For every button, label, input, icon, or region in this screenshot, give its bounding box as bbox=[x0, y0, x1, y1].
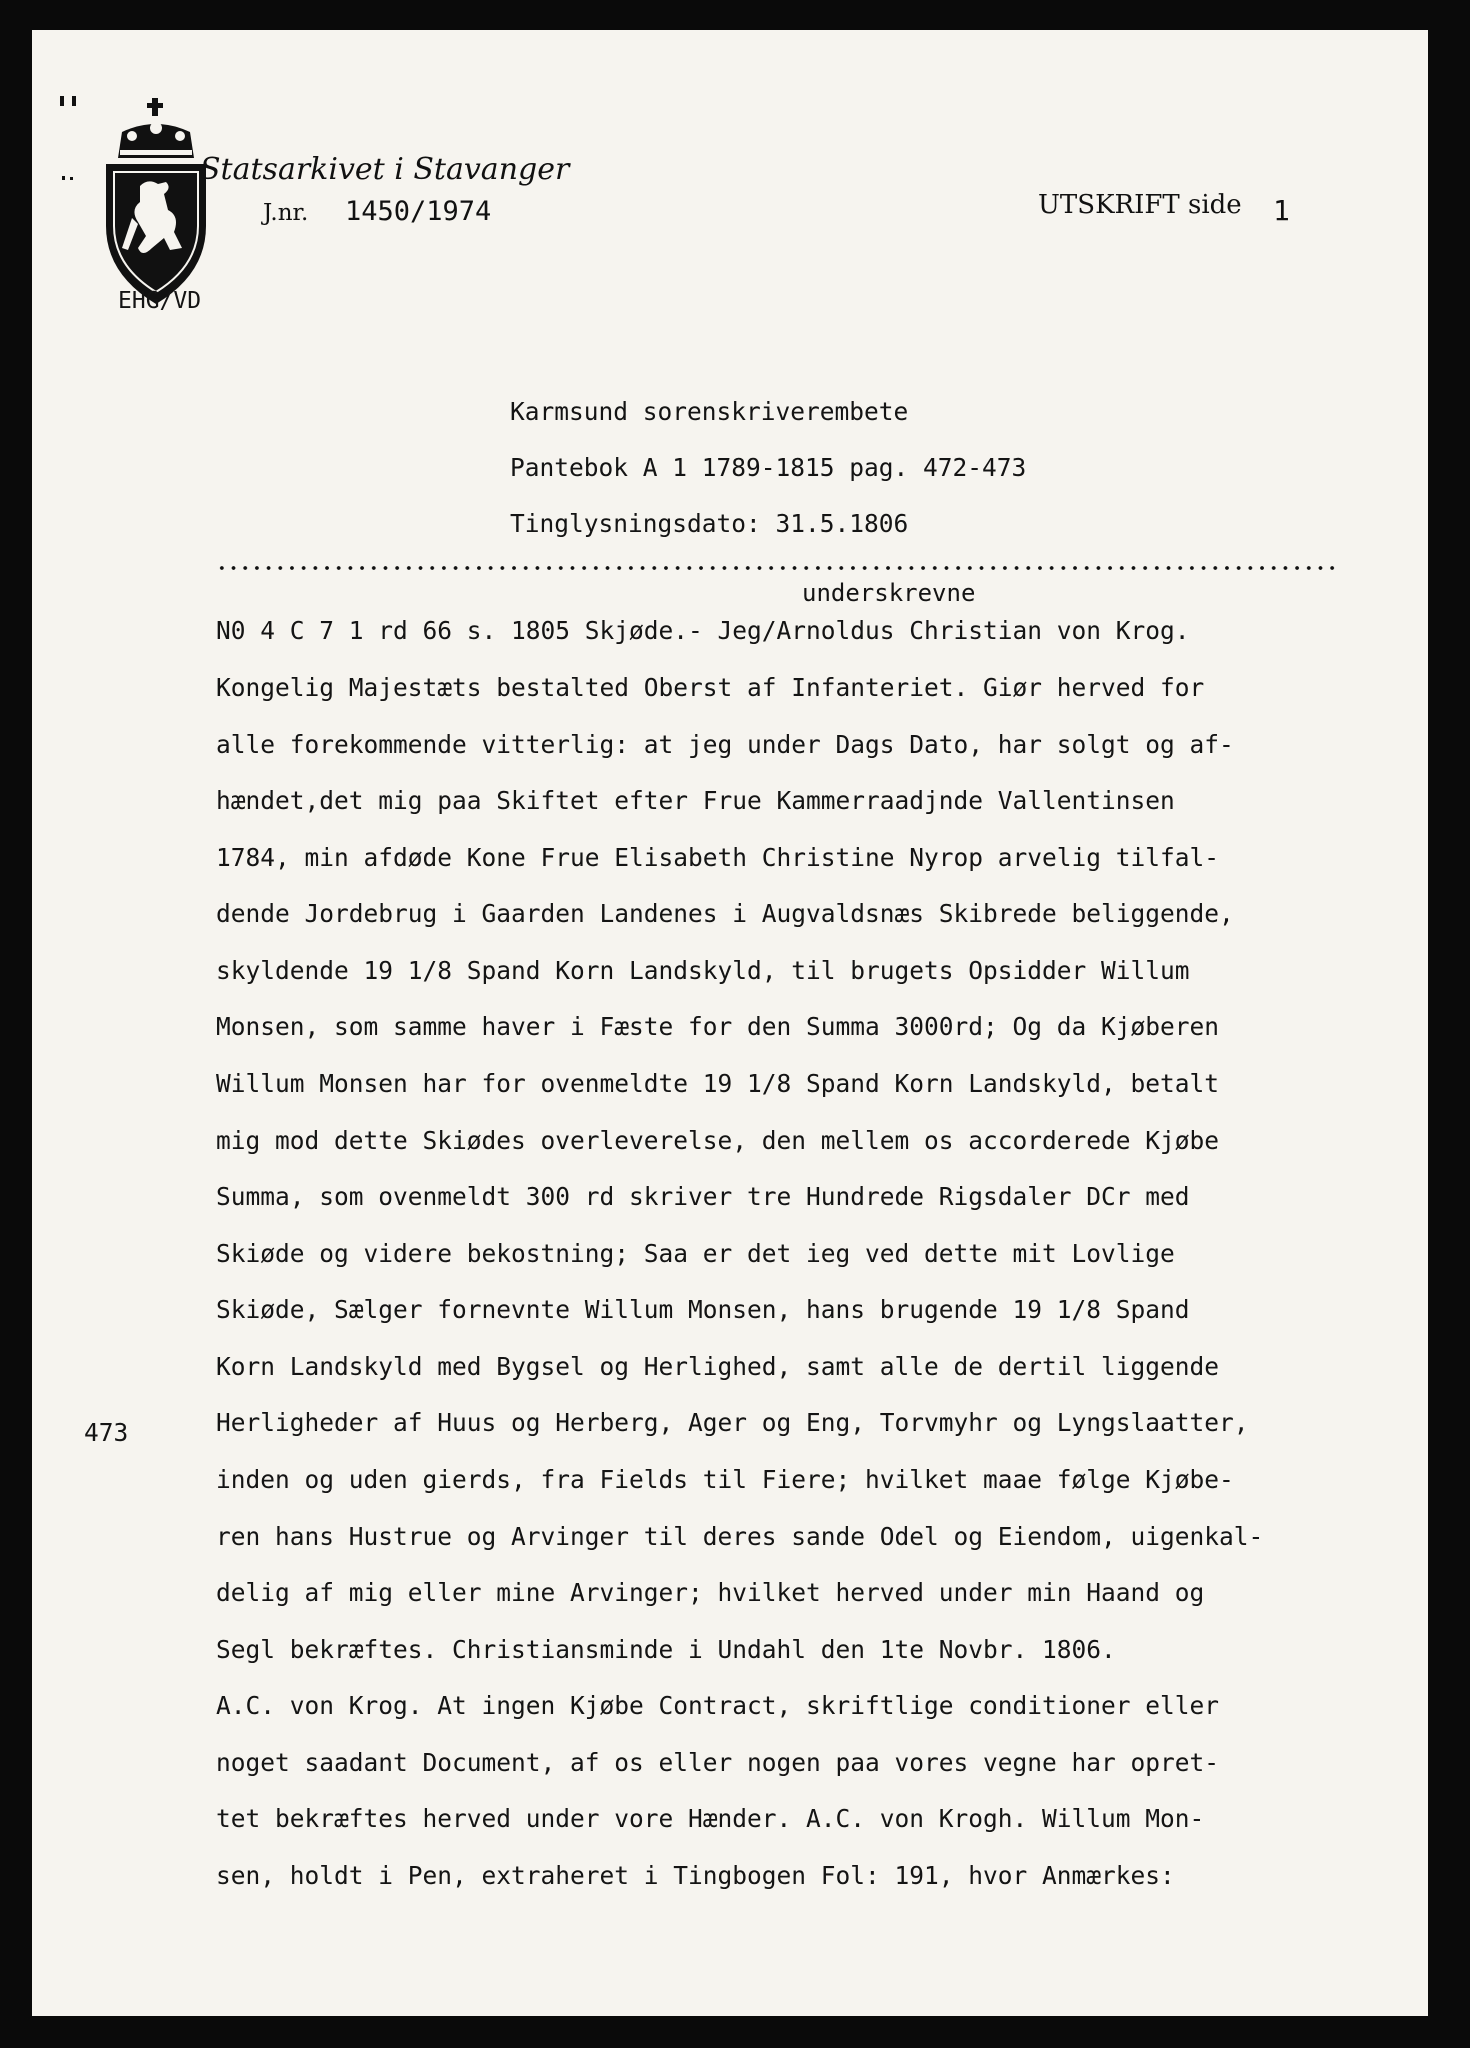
interlinear-insertion: underskrevne bbox=[802, 579, 976, 607]
body-line: sen, holdt i Pen, extraheret i Tingbogen Fol: 191, hvor Anmærkes: bbox=[216, 1861, 1175, 1890]
body-line: Monsen, som samme haver i Fæste for den Summa 3000rd; Og da Kjøberen bbox=[216, 1012, 1220, 1041]
body-line: mig mod dette Skiødes overleverelse, den mellem os accorderede Kjøbe bbox=[216, 1126, 1220, 1155]
page-number: 1 bbox=[1273, 194, 1290, 227]
body-line: Skiøde og videre bekostning; Saa er det ieg ved dette mit Lovlige bbox=[216, 1239, 1175, 1268]
punch-marks bbox=[36, 60, 76, 200]
body-line: Summa, som ovenmeldt 300 rd skriver tre Hundrede Rigsdaler DCr med bbox=[216, 1182, 1190, 1211]
protocol-reference: Pantebok A 1 1789-1815 pag. 472-473 bbox=[510, 453, 1027, 482]
body-line: 1784, min afdøde Kone Frue Elisabeth Christine Nyrop arvelig tilfal- bbox=[216, 843, 1220, 872]
body-line: tet bekræftes herved under vore Hænder. A.C. von Krogh. Willum Mon- bbox=[216, 1804, 1205, 1833]
office-name: Karmsund sorenskriverembete bbox=[510, 397, 909, 426]
body-line: ren hans Hustrue og Arvinger til deres sande Odel og Eiendom, uigenkal- bbox=[216, 1522, 1264, 1551]
body-line: Segl bekræftes. Christiansminde i Undahl den 1te Novbr. 1806. bbox=[216, 1635, 1116, 1664]
body-line: inden og uden gierds, fra Fields til Fiere; hvilket maae følge Kjøbe- bbox=[216, 1465, 1234, 1494]
author-initials: EHG/VD bbox=[118, 288, 202, 314]
utskrift-label: UTSKRIFT side bbox=[1038, 190, 1242, 220]
body-line: hændet,det mig paa Skiftet efter Frue Kammerraadjnde Vallentinsen bbox=[216, 786, 1175, 815]
body-line: Kongelig Majestæts bestalted Oberst af Infanteriet. Giør herved for bbox=[216, 673, 1205, 702]
journal-number: 1450/1974 bbox=[345, 196, 492, 227]
body-line: Korn Landskyld med Bygsel og Herlighed, samt alle de dertil liggende bbox=[216, 1352, 1220, 1381]
document-page bbox=[32, 30, 1428, 2016]
body-line: Herligheder af Huus og Herberg, Ager og Eng, Torvmyhr og Lyngslaatter, bbox=[216, 1408, 1249, 1437]
dotted-separator bbox=[216, 566, 1341, 570]
body-line: skyldende 19 1/8 Spand Korn Landskyld, til brugets Opsidder Willum bbox=[216, 956, 1190, 985]
margin-page-reference: 473 bbox=[84, 1418, 129, 1447]
body-line: Willum Monsen har for ovenmeldte 19 1/8 Spand Korn Landskyld, betalt bbox=[216, 1069, 1220, 1098]
registration-date: Tinglysningsdato: 31.5.1806 bbox=[510, 509, 909, 538]
body-line: dende Jordebrug i Gaarden Landenes i Augvaldsnæs Skibrede beliggende, bbox=[216, 899, 1234, 928]
body-line: delig af mig eller mine Arvinger; hvilket herved under min Haand og bbox=[216, 1578, 1205, 1607]
body-line: Skiøde, Sælger fornevnte Willum Monsen, hans brugende 19 1/8 Spand bbox=[216, 1295, 1190, 1324]
archive-name: Statsarkivet i Stavanger bbox=[200, 152, 570, 187]
journal-number-label: J.nr. bbox=[263, 200, 309, 226]
body-line: noget saadant Document, af os eller nogen paa vores vegne har opret- bbox=[216, 1748, 1220, 1777]
norwegian-coat-of-arms-icon bbox=[92, 98, 220, 308]
body-line: N0 4 C 7 1 rd 66 s. 1805 Skjøde.- Jeg/Arnoldus Christian von Krog. bbox=[216, 616, 1190, 645]
body-line: A.C. von Krog. At ingen Kjøbe Contract, skriftlige conditioner eller bbox=[216, 1691, 1220, 1720]
body-line: alle forekommende vitterlig: at jeg under Dags Dato, har solgt og af- bbox=[216, 730, 1234, 759]
